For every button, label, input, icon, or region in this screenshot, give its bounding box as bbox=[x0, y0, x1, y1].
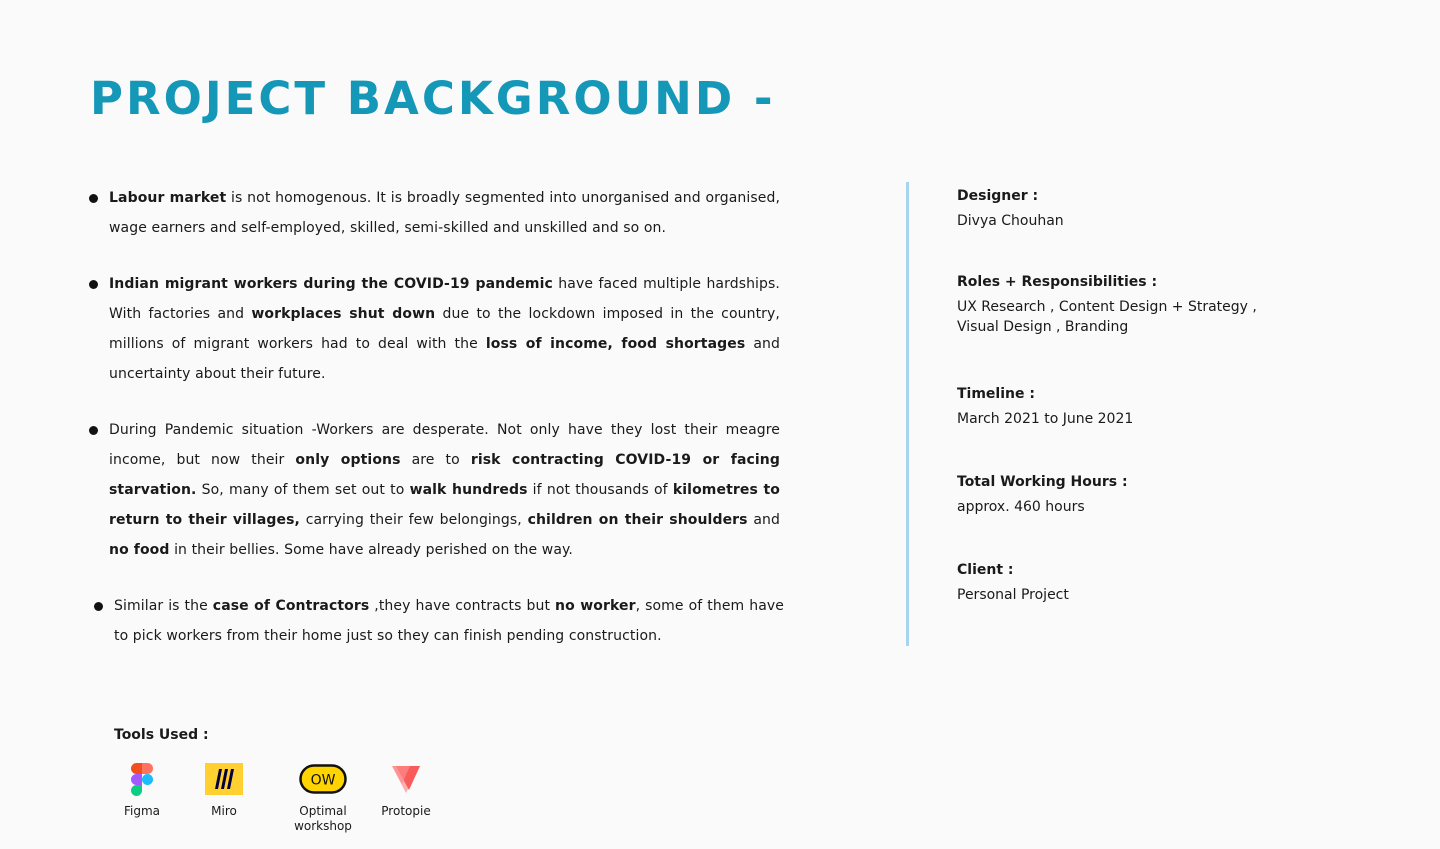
bullet-plain-text: if not thousands of bbox=[527, 482, 673, 498]
ow-logo-text: OW bbox=[310, 772, 336, 789]
bullet-bold-text: risk contracting COVID-19 or facing starvation. bbox=[109, 452, 780, 498]
client-value: Personal Project bbox=[957, 587, 1069, 603]
bullet-bold-text: kilometres to return to their villages, bbox=[109, 482, 780, 528]
bullet-bold-text: case of Contractors bbox=[212, 598, 370, 614]
bullet-dot bbox=[89, 194, 98, 203]
bullet-item-migrant-workers bbox=[88, 269, 780, 389]
bullet-dot bbox=[89, 280, 98, 289]
timeline-label: Timeline : bbox=[957, 386, 1035, 402]
bullet-plain-text: So, many of them set out to bbox=[196, 482, 410, 498]
tool-figma bbox=[97, 762, 187, 819]
bullet-text bbox=[114, 598, 784, 644]
hours-value: approx. 460 hours bbox=[957, 499, 1085, 515]
designer-label: Designer : bbox=[957, 188, 1039, 204]
bullet-item-pandemic-situation bbox=[88, 415, 780, 565]
bullet-plain-text: due to the lockdown imposed in the country, millions of migrant workers had to deal with the bbox=[109, 306, 780, 352]
tools-used-label: Tools Used : bbox=[114, 727, 209, 743]
bullet-plain-text: During Pandemic situation -Workers are desperate. Not only have they lost their meagre income, but now their bbox=[109, 422, 780, 468]
bullet-item-labour-market bbox=[88, 183, 780, 243]
protopie-icon bbox=[361, 762, 451, 796]
bullet-plain-text: and bbox=[747, 512, 781, 528]
bullet-text bbox=[109, 422, 780, 558]
figma-icon bbox=[97, 762, 187, 796]
miro-icon bbox=[179, 762, 269, 796]
bullet-bold-text: only options bbox=[295, 452, 401, 468]
bullet-dot bbox=[89, 426, 98, 435]
bullet-bold-text: Indian migrant workers during the COVID-19 pandemic bbox=[109, 276, 553, 292]
bullet-text bbox=[109, 276, 780, 382]
roles-value-line2: Visual Design , Branding bbox=[957, 319, 1129, 335]
bullet-bold-text: Labour market bbox=[109, 190, 227, 206]
bullet-plain-text: and uncertainty about their future. bbox=[109, 336, 780, 382]
bullet-plain-text: have faced multiple hardships. With factories and bbox=[109, 276, 780, 322]
client-label: Client : bbox=[957, 562, 1014, 578]
bullet-text bbox=[109, 190, 780, 236]
bullet-bold-text: workplaces shut down bbox=[251, 306, 436, 322]
bullet-plain-text: Similar is the bbox=[114, 598, 213, 614]
roles-label: Roles + Responsibilities : bbox=[957, 274, 1158, 290]
roles-value-line1: UX Research , Content Design + Strategy , bbox=[957, 299, 1257, 315]
tool-name: Protopie bbox=[381, 804, 431, 818]
bullet-plain-text: is not homogenous. It is broadly segmented into unorganised and organised, wage earners and self-employed, skilled, semi-skilled and unskilled and so on. bbox=[109, 190, 780, 236]
vertical-divider bbox=[906, 182, 909, 646]
tool-optimal-workshop bbox=[278, 762, 368, 834]
bullet-plain-text: in their bellies. Some have already perished on the way. bbox=[169, 542, 573, 558]
bullet-bold-text: children on their shoulders bbox=[527, 512, 748, 528]
bullet-bold-text: no food bbox=[109, 542, 170, 558]
bullet-plain-text: , some of them have to pick workers from their home just so they can finish pending construction. bbox=[114, 598, 784, 644]
meta-working-hours bbox=[957, 472, 1277, 560]
timeline-value: March 2021 to June 2021 bbox=[957, 411, 1134, 427]
tool-name-line2: workshop bbox=[294, 819, 352, 833]
bullet-bold-text: no worker bbox=[555, 598, 636, 614]
bullet-item-contractors bbox=[93, 591, 784, 651]
optimal-workshop-icon bbox=[278, 762, 368, 796]
designer-value: Divya Chouhan bbox=[957, 213, 1064, 229]
bullet-bold-text: loss of income, food shortages bbox=[485, 336, 746, 352]
page-title: PROJECT BACKGROUND - bbox=[90, 72, 776, 125]
background-bullet-list bbox=[88, 183, 784, 677]
tool-miro bbox=[179, 762, 269, 819]
meta-designer bbox=[957, 186, 1277, 272]
bullet-plain-text: are to bbox=[400, 452, 471, 468]
tool-name-line1: Optimal bbox=[299, 804, 347, 818]
meta-roles bbox=[957, 272, 1277, 384]
hours-label: Total Working Hours : bbox=[957, 474, 1128, 490]
tool-protopie bbox=[361, 762, 451, 819]
bullet-bold-text: walk hundreds bbox=[409, 482, 528, 498]
bullet-plain-text: carrying their few belongings, bbox=[299, 512, 528, 528]
tool-name: Figma bbox=[123, 804, 161, 818]
bullet-plain-text: ,they have contracts but bbox=[369, 598, 556, 614]
meta-client bbox=[957, 560, 1277, 605]
project-meta-panel bbox=[957, 186, 1277, 605]
tool-name: Miro bbox=[211, 804, 237, 818]
bullet-dot bbox=[94, 602, 103, 611]
meta-timeline bbox=[957, 384, 1277, 472]
